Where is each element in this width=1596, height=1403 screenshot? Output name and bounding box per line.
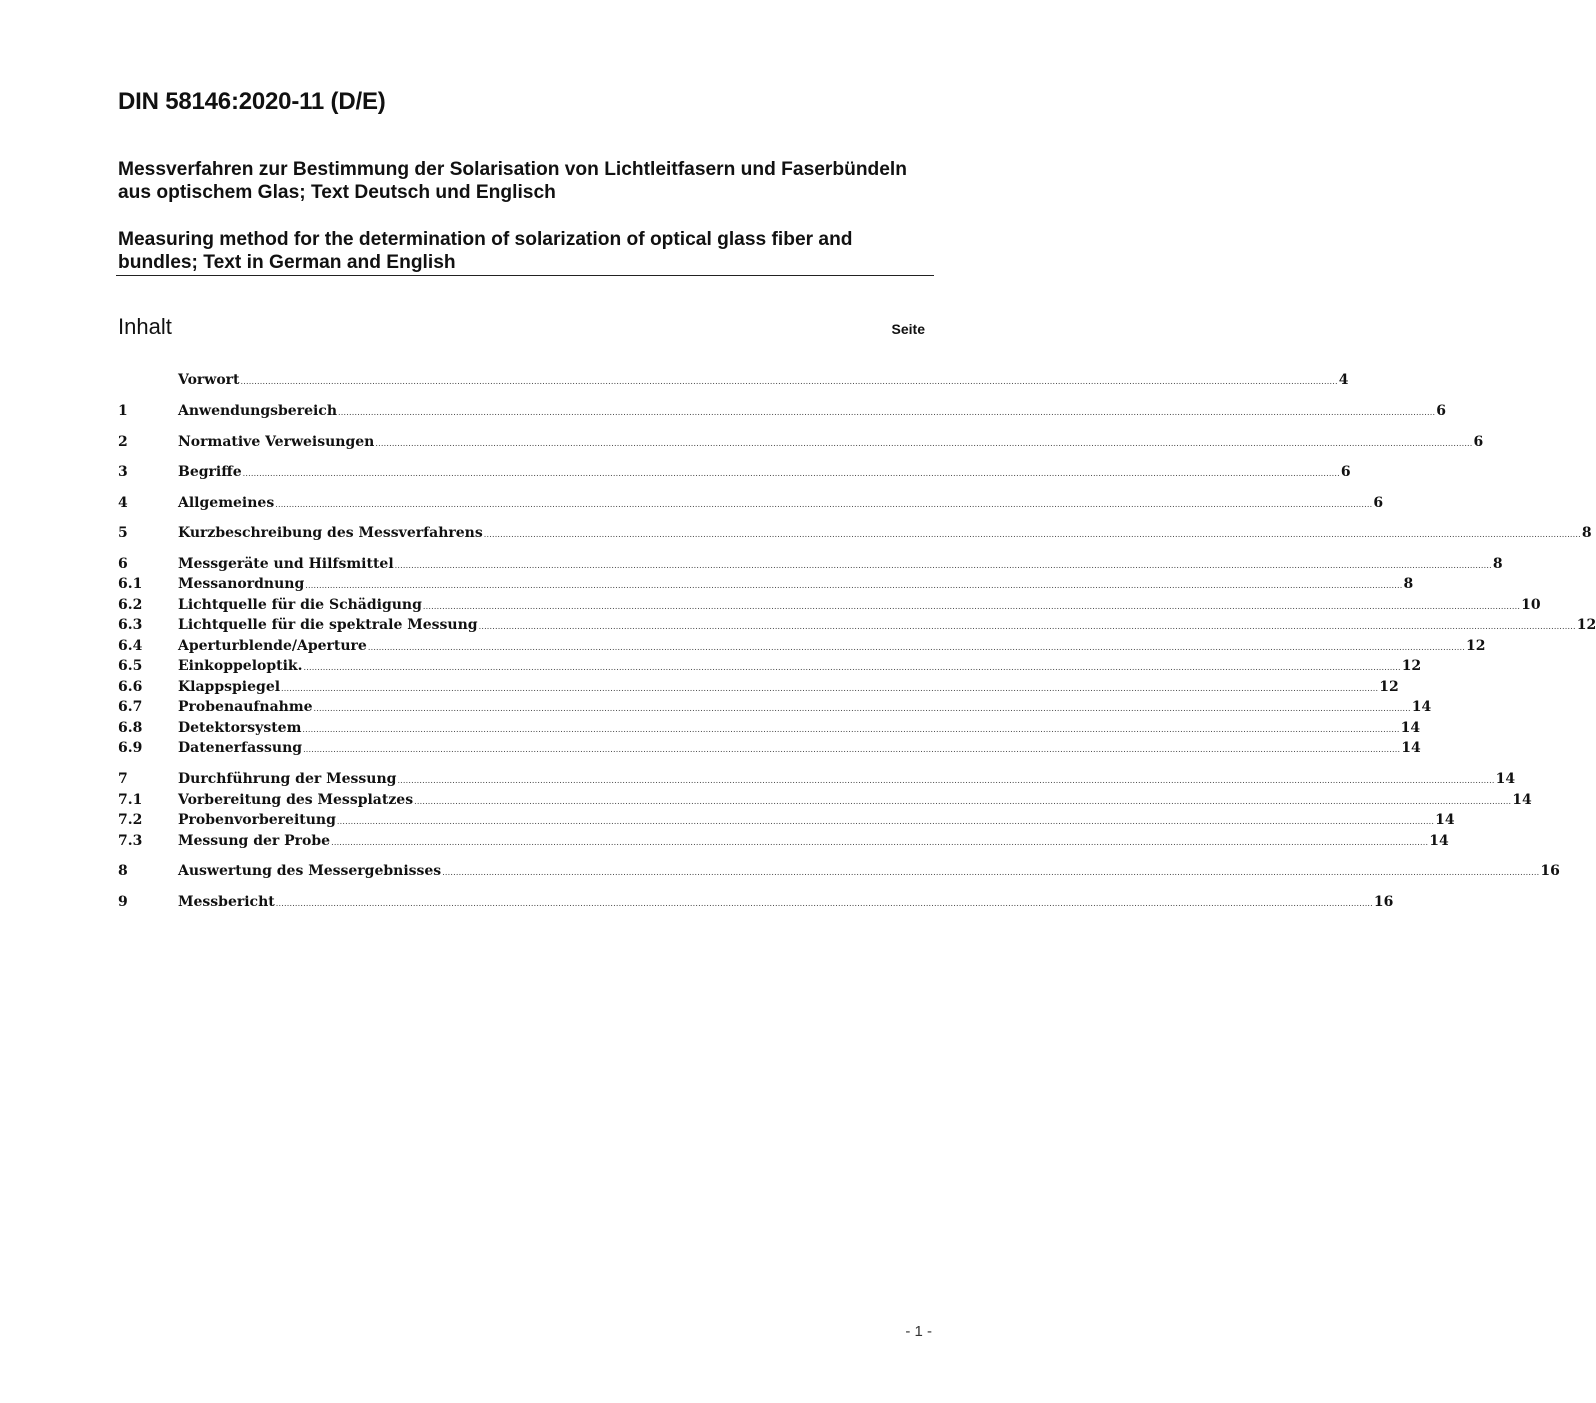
toc-dot-leader: ................................................................................................................................................................................................................................................................................................................................................................................................................ — [336, 817, 1435, 826]
title-divider — [116, 275, 934, 276]
toc-dot-leader: ................................................................................................................................................................................................................................................................................................................................................................................................................ — [303, 663, 1401, 672]
toc-entry-number: 6.9 — [118, 740, 143, 756]
toc-dot-leader: ................................................................................................................................................................................................................................................................................................................................................................................................................ — [367, 643, 1466, 652]
toc-entry[interactable] — [118, 595, 1541, 615]
toc-dot-leader: ................................................................................................................................................................................................................................................................................................................................................................................................................ — [442, 868, 1540, 877]
toc-entry[interactable] — [118, 554, 1503, 574]
toc-entry-title: Detektorsystem — [178, 720, 302, 736]
toc-entry-page: 12 — [1379, 679, 1399, 695]
toc-entry-title: Aperturblende/Aperture — [178, 638, 367, 654]
toc-entry-title: Messanordnung — [178, 576, 305, 592]
toc-dot-leader: ................................................................................................................................................................................................................................................................................................................................................................................................................ — [303, 745, 1401, 754]
toc-entry-number: 6.4 — [118, 638, 143, 654]
toc-entry-title: Datenerfassung — [178, 740, 303, 756]
toc-entry-number: 6.3 — [118, 617, 143, 633]
toc-entry-title: Lichtquelle für die Schädigung — [178, 597, 422, 613]
toc-entry[interactable] — [118, 790, 1532, 810]
toc-dot-leader: ................................................................................................................................................................................................................................................................................................................................................................................................................ — [275, 500, 1373, 509]
toc-entry[interactable] — [118, 718, 1421, 738]
toc-dot-leader: ................................................................................................................................................................................................................................................................................................................................................................................................................ — [331, 838, 1429, 847]
title-english: Measuring method for the determination of solarization of optical glass fiber and bundles; Text in German and English — [118, 229, 853, 273]
toc-entry-title: Probenvorbereitung — [178, 812, 336, 828]
toc-entry-title: Messbericht — [178, 894, 275, 910]
toc-entry-page: 16 — [1540, 863, 1560, 879]
toc-entry-title: Auswertung des Messergebnisses — [178, 863, 442, 879]
toc-entry-number: 1 — [118, 403, 128, 419]
toc-entry-number: 6.6 — [118, 679, 143, 695]
toc-dot-leader: ................................................................................................................................................................................................................................................................................................................................................................................................................ — [397, 776, 1495, 785]
toc-entry[interactable] — [118, 432, 1484, 452]
toc-entry-page: 6 — [1373, 495, 1384, 511]
toc-entry-page: 12 — [1576, 617, 1596, 633]
toc-entry[interactable] — [118, 738, 1421, 758]
toc-entry-title: Lichtquelle für die spektrale Messung — [178, 617, 478, 633]
toc-entry-page: 14 — [1435, 812, 1455, 828]
toc-entry[interactable] — [118, 810, 1455, 830]
toc-page-column-label: Seite — [891, 321, 925, 337]
toc-dot-leader: ................................................................................................................................................................................................................................................................................................................................................................................................................ — [338, 408, 1436, 417]
toc-dot-leader: ................................................................................................................................................................................................................................................................................................................................................................................................................ — [302, 725, 1400, 734]
toc-entry[interactable] — [118, 677, 1399, 697]
toc-entry-title: Klappspiegel — [178, 679, 281, 695]
toc-entry[interactable] — [118, 574, 1414, 594]
toc-entry-page: 16 — [1373, 894, 1394, 910]
toc-heading: Inhalt — [118, 314, 172, 339]
toc-entry-title: Anwendungsbereich — [178, 403, 337, 419]
toc-entry-page: 14 — [1400, 720, 1421, 736]
toc-entry-title: Vorwort — [178, 372, 240, 388]
toc-entry-title: Durchführung der Messung — [178, 771, 397, 787]
toc-entry-page: 6 — [1340, 464, 1351, 480]
toc-entry-number: 5 — [118, 525, 128, 541]
title-german: Messverfahren zur Bestimmung der Solarisation von Lichtleitfasern und Faserbündeln aus optischem Glas; Text Deutsch und Englisch — [118, 159, 907, 203]
toc-entry-page: 14 — [1495, 771, 1516, 787]
toc-entry[interactable] — [118, 462, 1351, 482]
toc-dot-leader: ................................................................................................................................................................................................................................................................................................................................................................................................................ — [242, 469, 1340, 478]
toc-entry-title: Einkoppeloptik. — [178, 658, 303, 674]
toc-entry-number: 6 — [118, 556, 128, 572]
toc-entry-number: 7 — [118, 771, 128, 787]
toc-entry-page: 8 — [1492, 556, 1503, 572]
toc-entry-number: 3 — [118, 464, 128, 480]
toc-dot-leader: ................................................................................................................................................................................................................................................................................................................................................................................................................ — [281, 684, 1379, 693]
toc-entry-page: 6 — [1436, 403, 1446, 419]
toc-entry-title: Probenaufnahme — [178, 699, 313, 715]
toc-entry-number: 7.2 — [118, 812, 143, 828]
toc-dot-leader: ................................................................................................................................................................................................................................................................................................................................................................................................................ — [375, 439, 1473, 448]
document-id: DIN 58146:2020-11 (D/E) — [118, 88, 386, 115]
toc-entry-page: 6 — [1473, 434, 1484, 450]
toc-entry-page: 14 — [1401, 740, 1421, 756]
toc-entry-number: 6.5 — [118, 658, 143, 674]
toc-dot-leader: ................................................................................................................................................................................................................................................................................................................................................................................................................ — [313, 704, 1411, 713]
toc-dot-leader: ................................................................................................................................................................................................................................................................................................................................................................................................................ — [305, 581, 1403, 590]
toc-entry-number: 2 — [118, 434, 128, 450]
toc-entry[interactable] — [118, 769, 1516, 789]
toc-entry-page: 8 — [1403, 576, 1414, 592]
toc-dot-leader: ................................................................................................................................................................................................................................................................................................................................................................................................................ — [394, 561, 1492, 570]
toc-entry-number: 6.7 — [118, 699, 143, 715]
toc-entry-number: 4 — [118, 495, 128, 511]
toc-entry-title: Messung der Probe — [178, 833, 331, 849]
toc-entry[interactable] — [118, 831, 1449, 851]
toc-dot-leader: ................................................................................................................................................................................................................................................................................................................................................................................................................ — [478, 622, 1576, 631]
toc-entry-number: 8 — [118, 863, 128, 879]
toc-entry[interactable] — [118, 401, 1446, 421]
toc-dot-leader: ................................................................................................................................................................................................................................................................................................................................................................................................................ — [240, 377, 1338, 386]
toc-entry-page: 12 — [1466, 638, 1486, 654]
toc-entry-page: 8 — [1581, 525, 1592, 541]
toc-dot-leader: ................................................................................................................................................................................................................................................................................................................................................................................................................ — [483, 530, 1581, 539]
toc-entry-page: 10 — [1521, 597, 1541, 613]
page-number: - 1 - — [905, 1323, 932, 1340]
toc-entry[interactable] — [118, 523, 1592, 543]
toc-entry[interactable] — [118, 370, 1349, 390]
toc-entry[interactable] — [118, 892, 1394, 912]
toc-entry-number: 7.1 — [118, 792, 143, 808]
toc-entry-number: 9 — [118, 894, 128, 910]
toc-dot-leader: ................................................................................................................................................................................................................................................................................................................................................................................................................ — [275, 899, 1373, 908]
toc-entry[interactable] — [118, 493, 1384, 513]
toc-entry[interactable] — [118, 656, 1422, 676]
toc-dot-leader: ................................................................................................................................................................................................................................................................................................................................................................................................................ — [414, 797, 1512, 806]
toc-entry-number: 6.8 — [118, 720, 143, 736]
toc-entry-title: Allgemeines — [178, 495, 275, 511]
toc-entry-page: 14 — [1429, 833, 1449, 849]
toc-entry[interactable] — [118, 615, 1596, 635]
toc-entry-page: 14 — [1512, 792, 1532, 808]
toc-entry[interactable] — [118, 861, 1560, 881]
toc-entry-title: Kurzbeschreibung des Messverfahrens — [178, 525, 483, 541]
toc-entry[interactable] — [118, 697, 1432, 717]
toc-entry-title: Normative Verweisungen — [178, 434, 375, 450]
toc-entry-number: 6.1 — [118, 576, 143, 592]
toc-entry[interactable] — [118, 636, 1486, 656]
toc-entry-number: 7.3 — [118, 833, 143, 849]
toc-entry-page: 4 — [1338, 372, 1349, 388]
toc-entry-title: Messgeräte und Hilfsmittel — [178, 556, 394, 572]
toc-entry-page: 12 — [1401, 658, 1422, 674]
toc-entry-title: Begriffe — [178, 464, 242, 480]
toc-entry-number: 6.2 — [118, 597, 143, 613]
toc-entry-title: Vorbereitung des Messplatzes — [178, 792, 414, 808]
toc-dot-leader: ................................................................................................................................................................................................................................................................................................................................................................................................................ — [422, 602, 1521, 611]
toc-entry-page: 14 — [1411, 699, 1432, 715]
